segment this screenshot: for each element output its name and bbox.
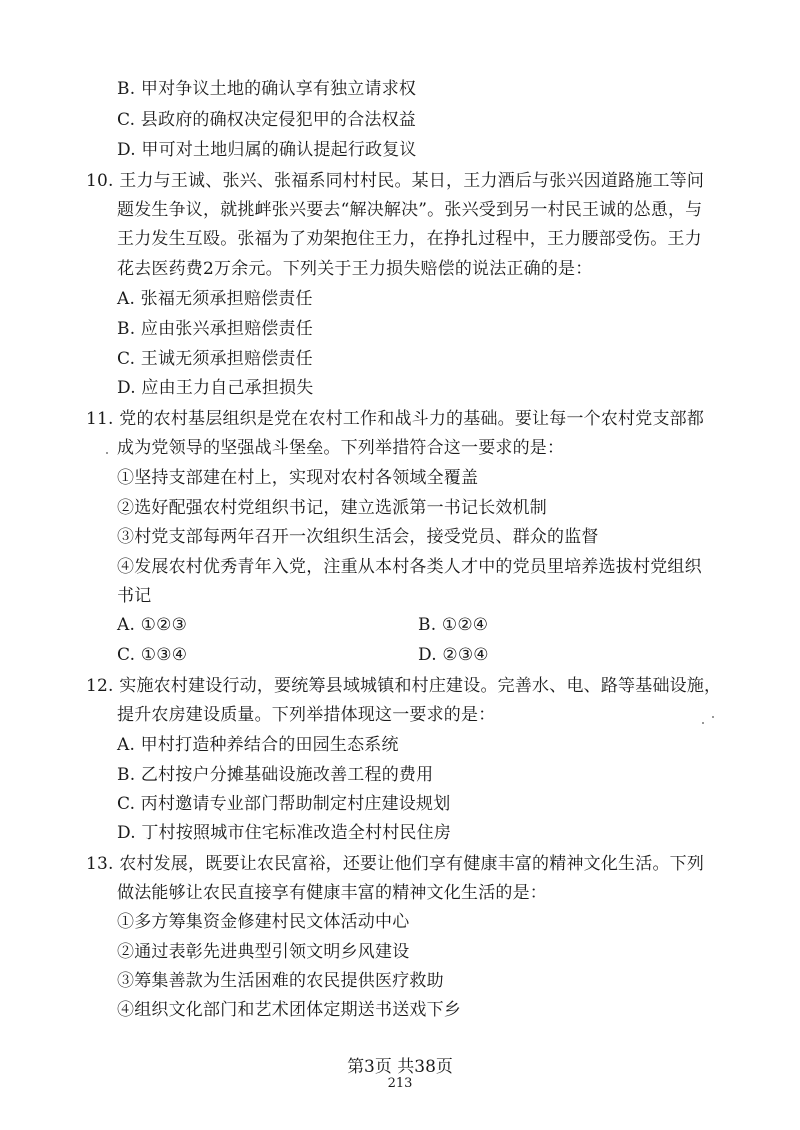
q11-option-c: C. ①③④	[117, 645, 188, 665]
q11-item-4: ④发展农村优秀青年入党，注重从本村各类人才中的党员里培养选拔村党组织	[117, 557, 702, 577]
q12-stem-line-2: 提升农房建设质量。下列举措体现这一要求的是：	[117, 705, 496, 725]
q10-option-d: D. 应由王力自己承担损失	[117, 378, 314, 398]
q11-item-2: ②选好配强农村党组织书记，建立选派第一书记长效机制	[117, 498, 547, 518]
q11-item-1: ①坚持支部建在村上，实现对农村各领域全覆盖	[117, 468, 479, 488]
page-indicator: 第3页 共38页	[347, 1057, 453, 1077]
scan-speck	[106, 452, 108, 454]
q10-stem-line-2: 题发生争议，就挑衅张兴要去“解决解决”。张兴受到另一村民王诚的怂恿，与	[117, 200, 703, 220]
q13-item-1: ①多方筹集资金修建村民文体活动中心	[117, 912, 410, 932]
q13-item-4: ④组织文化部门和艺术团体定期送书送戏下乡	[117, 1000, 461, 1020]
q13-stem-line-1: 13. 农村发展，既要让农民富裕，还要让他们享有健康丰富的精神文化生活。下列	[86, 854, 705, 874]
q13-item-3: ③筹集善款为生活困难的农民提供医疗救助	[117, 971, 444, 991]
q11-item-3: ③村党支部每两年召开一次组织生活会，接受党员、群众的监督	[117, 527, 599, 547]
q10-option-a: A. 张福无须承担赔偿责任	[117, 289, 313, 309]
q10-stem-line-1: 10. 王力与王诚、张兴、张福系同村村民。某日，王力酒后与张兴因道路施工等问	[86, 171, 705, 191]
q12-option-b: B. 乙村按户分摊基础设施改善工程的费用	[117, 765, 434, 785]
q12-option-d: D. 丁村按照城市住宅标准改造全村村民住房	[117, 823, 452, 843]
q9-option-b: B. 甲对争议土地的确认享有独立请求权	[117, 79, 417, 99]
q11-stem-line-1: 11. 党的农村基层组织是党在农村工作和战斗力的基础。要让每一个农村党支部都	[86, 409, 705, 429]
q12-option-a: A. 甲村打造种养结合的田园生态系统	[117, 735, 399, 755]
q11-item-4-cont: 书记	[117, 586, 152, 606]
q12-option-c: C. 丙村邀请专业部门帮助制定村庄建设规划	[117, 794, 451, 814]
scan-speck	[702, 722, 704, 724]
q9-option-c: C. 县政府的确权决定侵犯甲的合法权益	[117, 110, 417, 130]
q10-option-c: C. 王诚无须承担赔偿责任	[117, 349, 313, 369]
scan-speck	[712, 716, 714, 718]
page-number: 213	[387, 1076, 413, 1091]
q10-option-b: B. 应由张兴承担赔偿责任	[117, 319, 313, 339]
q11-option-a: A. ①②③	[117, 615, 188, 635]
q12-stem-line-1: 12. 实施农村建设行动，要统筹县域城镇和村庄建设。完善水、电、路等基础设施，	[86, 676, 722, 696]
q10-stem-line-4: 花去医药费2万余元。下列关于王力损失赔偿的说法正确的是：	[117, 259, 593, 279]
q13-stem-line-2: 做法能够让农民直接享有健康丰富的精神文化生活的是：	[117, 883, 547, 903]
q11-option-d: D. ②③④	[418, 645, 489, 665]
q10-stem-line-3: 王力发生互殴。张福为了劝架抱住王力，在挣扎过程中，王力腰部受伤。王力	[117, 229, 702, 249]
q9-option-d: D. 甲可对土地归属的确认提起行政复议	[117, 140, 417, 160]
q11-stem-line-2: 成为党领导的坚强战斗堡垒。下列举措符合这一要求的是：	[117, 438, 565, 458]
q13-item-2: ②通过表彰先进典型引领文明乡风建设	[117, 942, 410, 962]
q11-option-b: B. ①②④	[418, 615, 489, 635]
